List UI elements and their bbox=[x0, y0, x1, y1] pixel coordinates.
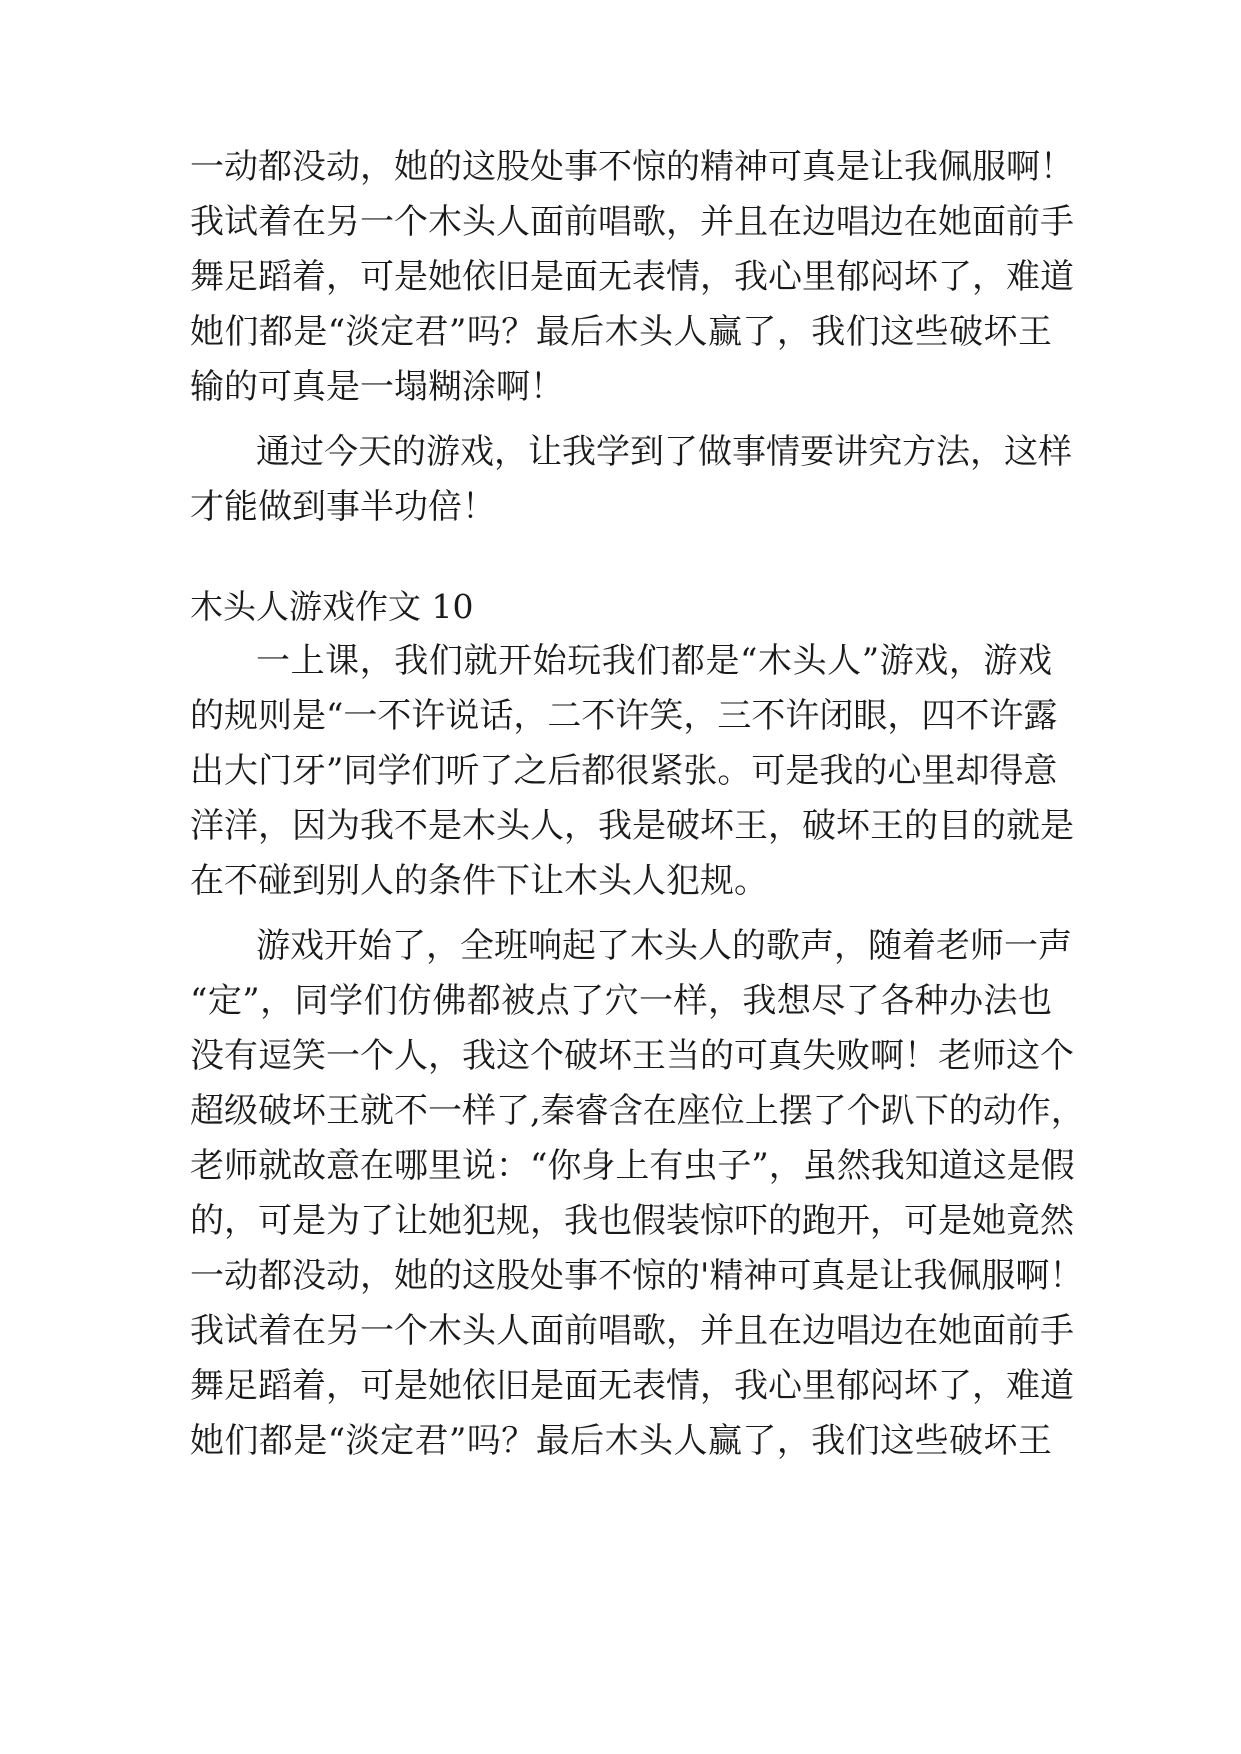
text-line: 舞足蹈着，可是她依旧是面无表情，我心里郁闷坏了，难道 bbox=[190, 1366, 1074, 1406]
text-line: “定”，同学们仿佛都被点了穴一样，我想尽了各种办法也 bbox=[190, 981, 1052, 1021]
text-line: 输的可真是一塌糊涂啊！ bbox=[190, 367, 564, 407]
text-line: 洋洋，因为我不是木头人，我是破坏王，破坏王的目的就是 bbox=[190, 806, 1074, 846]
text-line: 在不碰到别人的条件下让木头人犯规。 bbox=[190, 861, 768, 901]
text-line: 才能做到事半功倍！ bbox=[190, 487, 496, 527]
text-line: 没有逗笑一个人，我这个破坏王当的可真失败啊！老师这个 bbox=[190, 1036, 1074, 1076]
text-line: 一动都没动，她的这股处事不惊的精神可真是让我佩服啊！ bbox=[190, 147, 1074, 187]
text-line: 一动都没动，她的这股处事不惊的'精神可真是让我佩服啊！ bbox=[190, 1256, 1084, 1296]
text-line: 通过今天的游戏，让我学到了做事情要讲究方法，这样 bbox=[256, 432, 1072, 472]
text-line: 我试着在另一个木头人面前唱歌，并且在边唱边在她面前手 bbox=[190, 202, 1074, 242]
text-line: 一上课，我们就开始玩我们都是“木头人”游戏，游戏 bbox=[256, 641, 1052, 681]
text-line: 舞足蹈着，可是她依旧是面无表情，我心里郁闷坏了，难道 bbox=[190, 257, 1074, 297]
text-line: 的规则是“一不许说话，二不许笑，三不许闭眼，四不许露 bbox=[190, 696, 1058, 736]
text-line: 我试着在另一个木头人面前唱歌，并且在边唱边在她面前手 bbox=[190, 1311, 1074, 1351]
text-line: 游戏开始了，全班响起了木头人的歌声，随着老师一声 bbox=[256, 926, 1072, 966]
text-line: 的，可是为了让她犯规，我也假装惊吓的跑开，可是她竟然 bbox=[190, 1201, 1074, 1241]
text-line: 她们都是“淡定君”吗？最后木头人赢了，我们这些破坏王 bbox=[190, 1421, 1052, 1461]
text-line: 她们都是“淡定君”吗？最后木头人赢了，我们这些破坏王 bbox=[190, 312, 1052, 352]
text-line: 老师就故意在哪里说：“你身上有虫子”，虽然我知道这是假 bbox=[190, 1146, 1075, 1186]
essay-heading: 木头人游戏作文 10 bbox=[190, 587, 474, 626]
text-line: 出大门牙”同学们听了之后都很紧张。可是我的心里却得意 bbox=[190, 751, 1058, 791]
text-line: 超级破坏王就不一样了,秦睿含在座位上摆了个趴下的动作， bbox=[190, 1091, 1085, 1131]
